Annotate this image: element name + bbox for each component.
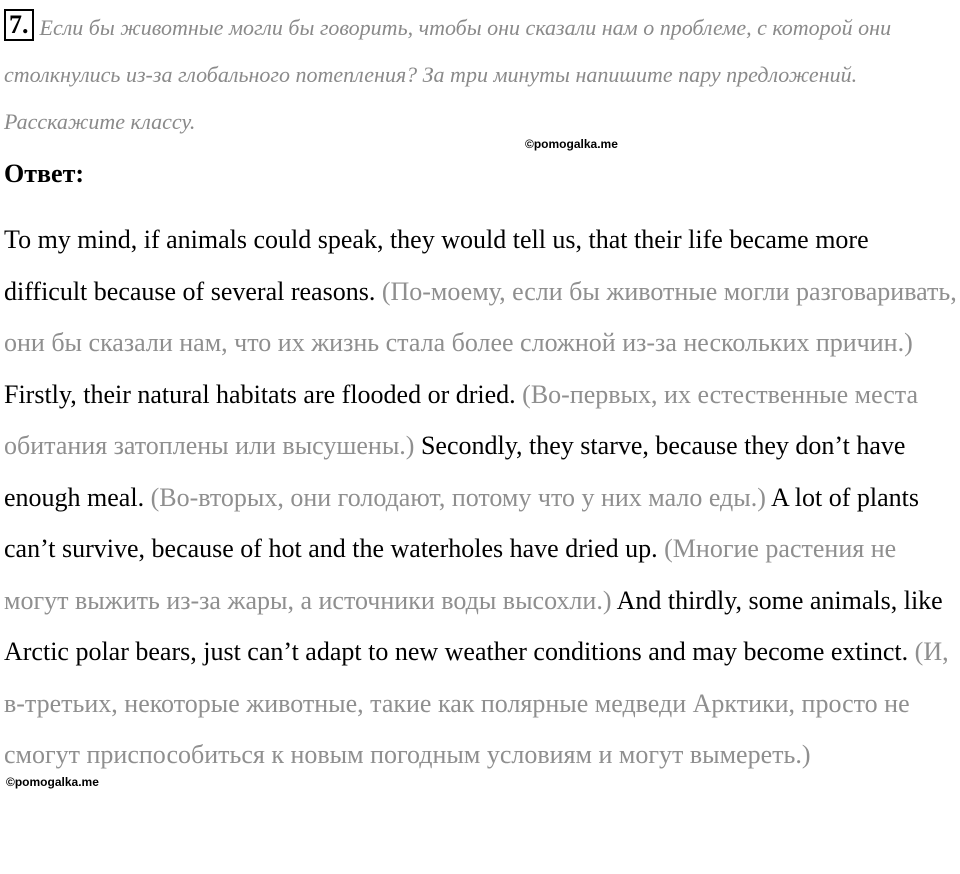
answer-sentence-en: Secondly, they starve, because they don’t have enough meal. (4, 431, 906, 512)
answer-translation-ru: (И, в-третьих, некоторые животные, такие как полярные медведи Арктики, просто не смогут приспособиться к новым погодным условиям и могут вымереть.) (4, 637, 949, 769)
answer-sentence-en: To my mind, if animals could speak, they would tell us, that their life became more difficult because of several reasons. (4, 225, 869, 306)
answer-translation-ru: (По-моему, если бы животные могли разговаривать, они бы сказали нам, что их жизнь стала более сложной из-за нескольких причин.) (4, 276, 957, 357)
answer-sentence-en: Firstly, their natural habitats are flooded or dried. (4, 379, 516, 409)
answer-sentence-en: And thirdly, some animals, like Arctic polar bears, just can’t adapt to new weather conditions and may become extinct. (4, 585, 943, 666)
answer-label: Ответ: (4, 159, 85, 188)
watermark-bottom: ©pomogalka.me (6, 775, 99, 789)
answer-body (4, 214, 958, 781)
task-number: 7. (4, 9, 34, 41)
answer-translation-ru: (Многие растения не могут выжить из-за жары, а источники воды высохли.) (4, 534, 897, 615)
answer-translation-ru: (Во-первых, их естественные места обитания затоплены или высушены.) (4, 379, 919, 460)
task-text: Если бы животные могли бы говорить, чтобы они сказали нам о проблеме, с которой они столкнулись из-за глобального потепления? За три минуты напишите пару предложений. Расскажите классу. (4, 15, 892, 134)
answer-translation-ru: (Во-вторых, они голодают, потому что у них мало еды.) (150, 482, 766, 512)
watermark-top: ©pomogalka.me (525, 137, 618, 151)
task-question (4, 4, 944, 145)
answer-sentence-en: A lot of plants can’t survive, because of hot and the waterholes have dried up. (4, 482, 920, 563)
